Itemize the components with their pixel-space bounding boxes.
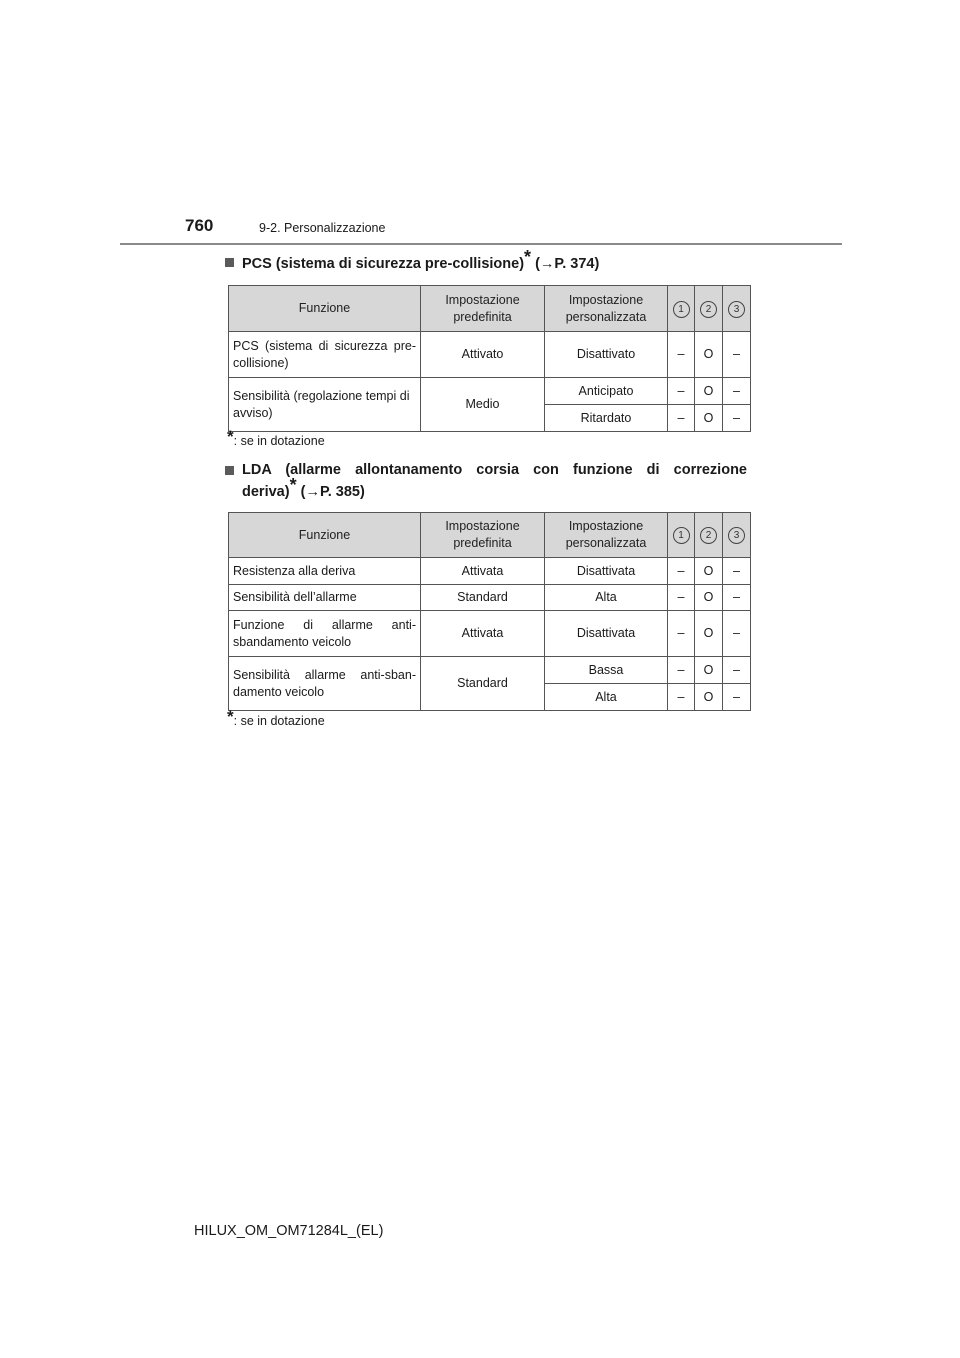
- cell-2: O: [695, 405, 723, 432]
- cell-personalizzata: Disattivata: [545, 558, 668, 585]
- circled-2-icon: 2: [700, 527, 717, 544]
- section-title: 9-2. Personalizzazione: [259, 221, 386, 235]
- cell-predefinita: Attivata: [421, 558, 545, 585]
- table-row: [229, 558, 751, 585]
- lda-footnote-text: : se in dotazione: [233, 714, 325, 728]
- column-header-1: [668, 286, 695, 332]
- cell-1: –: [668, 585, 695, 611]
- cell-3: –: [723, 657, 751, 684]
- lda-heading: LDA (allarme allontanamento corsia con funzione di correzione deriva)* (→P. 385): [225, 459, 747, 503]
- cell-2: O: [695, 378, 723, 405]
- cell-predefinita: Standard: [421, 657, 545, 711]
- table-row: [229, 378, 751, 405]
- cell-1: –: [668, 684, 695, 711]
- cell-1: –: [668, 611, 695, 657]
- pcs-heading: PCS (sistema di sicurezza pre-collisione)* (→P. 374): [225, 253, 747, 275]
- lda-heading-line1: LDA (allarme allontanamento corsia con funzione di correzione: [242, 462, 747, 478]
- cell-personalizzata: Disattivato: [545, 332, 668, 378]
- lda-heading-line2: deriva): [242, 484, 290, 500]
- cell-personalizzata: Ritardato: [545, 405, 668, 432]
- cell-3: –: [723, 378, 751, 405]
- arrow-right-icon: →: [539, 256, 555, 272]
- cell-funzione: Sensibilità dell’allarme: [229, 585, 421, 611]
- column-header-personalizzata: Impostazione personalizzata: [545, 286, 668, 332]
- cell-3: –: [723, 558, 751, 585]
- table-row: [229, 611, 751, 657]
- cell-3: –: [723, 611, 751, 657]
- cell-personalizzata: Anticipato: [545, 378, 668, 405]
- cell-2: O: [695, 558, 723, 585]
- table-header-row: [229, 286, 751, 332]
- column-header-predefinita: Impostazione predefinita: [421, 513, 545, 558]
- pcs-footnote: [227, 427, 325, 448]
- square-bullet-icon: [225, 466, 234, 475]
- circled-3-icon: 3: [728, 301, 745, 318]
- asterisk-icon: *: [524, 247, 532, 267]
- cell-1: –: [668, 332, 695, 378]
- square-bullet-icon: [225, 258, 234, 267]
- cell-2: O: [695, 657, 723, 684]
- page-number: 760: [185, 216, 214, 235]
- column-header-3: [723, 513, 751, 558]
- column-header-funzione: Funzione: [229, 286, 421, 332]
- circled-3-icon: 3: [728, 527, 745, 544]
- header-divider: [120, 243, 842, 245]
- cell-funzione: Funzione di allarme anti-sbandamento veicolo: [229, 611, 421, 657]
- asterisk-icon: *: [227, 707, 234, 726]
- circled-1-icon: 1: [673, 301, 690, 318]
- table-row: [229, 585, 751, 611]
- cell-2: O: [695, 611, 723, 657]
- cell-personalizzata: Bassa: [545, 657, 668, 684]
- column-header-funzione: Funzione: [229, 513, 421, 558]
- column-header-2: [695, 286, 723, 332]
- lda-page-reference[interactable]: P. 385: [319, 484, 360, 500]
- document-code: HILUX_OM_OM71284L_(EL): [194, 1223, 384, 1239]
- arrow-right-icon: →: [305, 484, 320, 500]
- cell-predefinita: Attivata: [421, 611, 545, 657]
- cell-personalizzata: Disattivata: [545, 611, 668, 657]
- lda-footnote: [227, 707, 325, 728]
- pcs-heading-text: PCS (sistema di sicurezza pre-collisione): [242, 256, 525, 272]
- cell-2: O: [695, 585, 723, 611]
- column-header-predefinita: Impostazione predefinita: [421, 286, 545, 332]
- cell-3: –: [723, 585, 751, 611]
- column-header-1: [668, 513, 695, 558]
- cell-1: –: [668, 378, 695, 405]
- cell-3: –: [723, 684, 751, 711]
- pcs-footnote-text: : se in dotazione: [233, 434, 325, 448]
- cell-2: O: [695, 684, 723, 711]
- circled-1-icon: 1: [673, 527, 690, 544]
- table-header-row: [229, 513, 751, 558]
- cell-1: –: [668, 657, 695, 684]
- cell-personalizzata: Alta: [545, 585, 668, 611]
- cell-predefinita: Medio: [421, 378, 545, 432]
- cell-1: –: [668, 405, 695, 432]
- asterisk-icon: *: [289, 475, 297, 495]
- cell-predefinita: Standard: [421, 585, 545, 611]
- pcs-settings-table: [228, 285, 751, 432]
- pcs-page-reference[interactable]: P. 374: [554, 256, 595, 272]
- cell-funzione: Sensibilità allarme anti-sban-damento veicolo: [229, 657, 421, 711]
- column-header-3: [723, 286, 751, 332]
- table-row: [229, 332, 751, 378]
- asterisk-icon: *: [227, 427, 234, 446]
- cell-personalizzata: Alta: [545, 684, 668, 711]
- column-header-2: [695, 513, 723, 558]
- cell-funzione: PCS (sistema di sicurezza pre-collisione): [229, 332, 421, 378]
- cell-3: –: [723, 405, 751, 432]
- column-header-personalizzata: Impostazione personalizzata: [545, 513, 668, 558]
- cell-1: –: [668, 558, 695, 585]
- table-row: [229, 657, 751, 684]
- cell-3: –: [723, 332, 751, 378]
- circled-2-icon: 2: [700, 301, 717, 318]
- cell-predefinita: Attivato: [421, 332, 545, 378]
- lda-settings-table: [228, 512, 751, 711]
- cell-funzione: Resistenza alla deriva: [229, 558, 421, 585]
- cell-funzione: Sensibilità (regolazione tempi di avviso): [229, 378, 421, 432]
- cell-2: O: [695, 332, 723, 378]
